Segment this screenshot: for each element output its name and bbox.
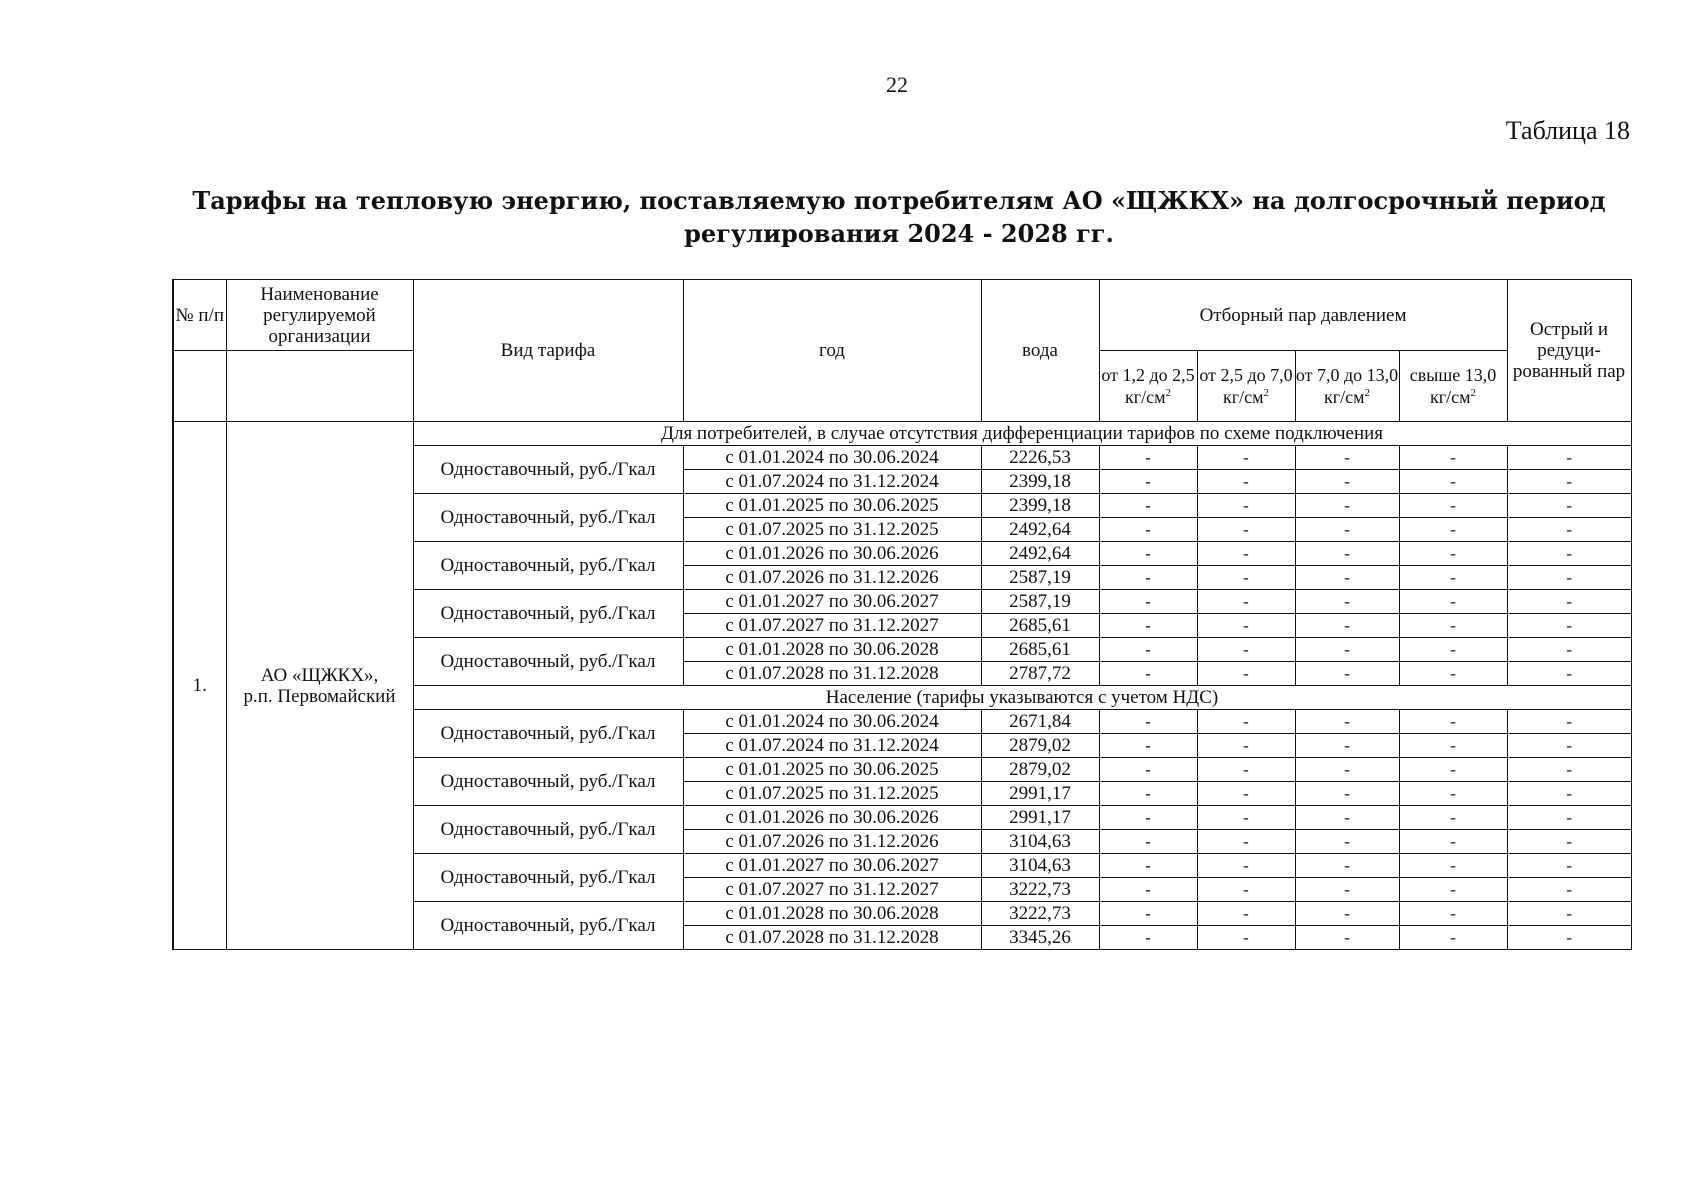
sharp-steam-cell: - <box>1507 854 1631 878</box>
org-cell-top <box>226 351 413 422</box>
steam-tariff-cell: - <box>1099 614 1197 638</box>
unit-text: кг/см <box>1222 387 1264 407</box>
header-sharp-steam: Острый и редуци-рованный пар <box>1507 280 1631 422</box>
water-tariff-cell: 2787,72 <box>981 662 1099 686</box>
organization-name-line-2: р.п. Первомайский <box>243 685 396 707</box>
tariff-type-cell: Одноставочный, руб./Гкал <box>413 902 683 950</box>
steam-tariff-cell: - <box>1197 902 1295 926</box>
steam-tariff-cell: - <box>1399 566 1507 590</box>
period-cell: с 01.07.2027 по 31.12.2027 <box>683 614 981 638</box>
water-tariff-cell: 2399,18 <box>981 494 1099 518</box>
steam-tariff-cell: - <box>1295 638 1399 662</box>
row-number: 1. <box>173 422 226 950</box>
unit-text: кг/см <box>1124 387 1166 407</box>
sharp-steam-cell: - <box>1507 734 1631 758</box>
steam-tariff-cell: - <box>1399 614 1507 638</box>
period-cell: с 01.07.2028 по 31.12.2028 <box>683 926 981 950</box>
document-title-line-2: регулирования 2024 - 2028 гг. <box>684 219 1114 248</box>
steam-tariff-cell: - <box>1399 590 1507 614</box>
sharp-steam-cell: - <box>1507 782 1631 806</box>
header-steam-4 <box>1399 351 1507 422</box>
steam-tariff-cell: - <box>1197 446 1295 470</box>
steam-tariff-cell: - <box>1197 470 1295 494</box>
header-steam-1-range: от 1,2 до 2,5 <box>1101 365 1195 385</box>
sharp-steam-cell: - <box>1507 446 1631 470</box>
steam-tariff-cell: - <box>1399 494 1507 518</box>
steam-tariff-cell: - <box>1295 806 1399 830</box>
water-tariff-cell: 2685,61 <box>981 638 1099 662</box>
sharp-steam-cell: - <box>1507 806 1631 830</box>
period-cell: с 01.07.2028 по 31.12.2028 <box>683 662 981 686</box>
steam-tariff-cell: - <box>1295 542 1399 566</box>
water-tariff-cell: 2399,18 <box>981 470 1099 494</box>
steam-tariff-cell: - <box>1295 446 1399 470</box>
tariff-table <box>172 279 1632 950</box>
steam-tariff-cell: - <box>1197 542 1295 566</box>
steam-tariff-cell: - <box>1197 494 1295 518</box>
steam-tariff-cell: - <box>1099 710 1197 734</box>
unit-superscript: 2 <box>1165 387 1171 399</box>
steam-tariff-cell: - <box>1295 590 1399 614</box>
steam-tariff-cell: - <box>1197 638 1295 662</box>
steam-tariff-cell: - <box>1099 662 1197 686</box>
table-body <box>173 422 1631 950</box>
steam-tariff-cell: - <box>1399 518 1507 542</box>
water-tariff-cell: 2226,53 <box>981 446 1099 470</box>
sharp-steam-cell: - <box>1507 638 1631 662</box>
sharp-steam-cell: - <box>1507 614 1631 638</box>
water-tariff-cell: 3222,73 <box>981 902 1099 926</box>
steam-tariff-cell: - <box>1295 566 1399 590</box>
steam-tariff-cell: - <box>1099 494 1197 518</box>
steam-tariff-cell: - <box>1295 830 1399 854</box>
steam-tariff-cell: - <box>1295 734 1399 758</box>
sharp-steam-cell: - <box>1507 518 1631 542</box>
period-cell: с 01.07.2027 по 31.12.2027 <box>683 878 981 902</box>
period-cell: с 01.01.2027 по 30.06.2027 <box>683 854 981 878</box>
steam-tariff-cell: - <box>1197 830 1295 854</box>
steam-tariff-cell: - <box>1197 806 1295 830</box>
header-year: год <box>683 280 981 422</box>
steam-tariff-cell: - <box>1295 878 1399 902</box>
steam-tariff-cell: - <box>1399 734 1507 758</box>
section-row <box>173 422 1631 446</box>
tariff-type-cell: Одноставочный, руб./Гкал <box>413 590 683 638</box>
tariff-type-cell: Одноставочный, руб./Гкал <box>413 638 683 686</box>
steam-tariff-cell: - <box>1295 494 1399 518</box>
document-title-line-1: Тарифы на тепловую энергию, поставляемую потребителям АО «ЩЖКХ» на долгосрочный период <box>192 186 1606 215</box>
steam-tariff-cell: - <box>1197 734 1295 758</box>
period-cell: с 01.01.2026 по 30.06.2026 <box>683 542 981 566</box>
water-tariff-cell: 3104,63 <box>981 854 1099 878</box>
sharp-steam-cell: - <box>1507 662 1631 686</box>
tariff-type-cell: Одноставочный, руб./Гкал <box>413 542 683 590</box>
steam-tariff-cell: - <box>1197 710 1295 734</box>
steam-tariff-cell: - <box>1399 878 1507 902</box>
header-org: Наименование регулируемой организации <box>226 280 413 351</box>
header-steam-4-unit <box>1400 386 1507 408</box>
steam-tariff-cell: - <box>1099 542 1197 566</box>
steam-tariff-cell: - <box>1399 758 1507 782</box>
sharp-steam-cell: - <box>1507 878 1631 902</box>
period-cell: с 01.01.2025 по 30.06.2025 <box>683 758 981 782</box>
steam-tariff-cell: - <box>1399 830 1507 854</box>
water-tariff-cell: 2587,19 <box>981 566 1099 590</box>
steam-tariff-cell: - <box>1399 662 1507 686</box>
water-tariff-cell: 2991,17 <box>981 806 1099 830</box>
period-cell: с 01.01.2028 по 30.06.2028 <box>683 902 981 926</box>
steam-tariff-cell: - <box>1197 878 1295 902</box>
period-cell: с 01.07.2026 по 31.12.2026 <box>683 830 981 854</box>
steam-tariff-cell: - <box>1099 734 1197 758</box>
header-steam-1-unit <box>1100 386 1197 408</box>
section-title: Население (тарифы указываются с учетом НДС) <box>413 686 1631 710</box>
water-tariff-cell: 2685,61 <box>981 614 1099 638</box>
document-title <box>172 184 1626 250</box>
steam-tariff-cell: - <box>1295 758 1399 782</box>
header-num: № п/п <box>173 280 226 351</box>
page-number: 22 <box>886 72 908 97</box>
water-tariff-cell: 2671,84 <box>981 710 1099 734</box>
steam-tariff-cell: - <box>1295 854 1399 878</box>
header-steam-2-range: от 2,5 до 7,0 <box>1199 365 1293 385</box>
period-cell: с 01.07.2024 по 31.12.2024 <box>683 734 981 758</box>
steam-tariff-cell: - <box>1099 446 1197 470</box>
period-cell: с 01.01.2024 по 30.06.2024 <box>683 446 981 470</box>
steam-tariff-cell: - <box>1399 446 1507 470</box>
unit-superscript: 2 <box>1263 387 1269 399</box>
sharp-steam-cell: - <box>1507 542 1631 566</box>
period-cell: с 01.01.2024 по 30.06.2024 <box>683 710 981 734</box>
water-tariff-cell: 2587,19 <box>981 590 1099 614</box>
steam-tariff-cell: - <box>1099 566 1197 590</box>
tariff-type-cell: Одноставочный, руб./Гкал <box>413 758 683 806</box>
steam-tariff-cell: - <box>1099 470 1197 494</box>
steam-tariff-cell: - <box>1099 518 1197 542</box>
header-steam-3 <box>1295 351 1399 422</box>
steam-tariff-cell: - <box>1099 830 1197 854</box>
unit-text: кг/см <box>1323 387 1365 407</box>
steam-tariff-cell: - <box>1197 782 1295 806</box>
steam-tariff-cell: - <box>1099 926 1197 950</box>
steam-tariff-cell: - <box>1099 782 1197 806</box>
water-tariff-cell: 3222,73 <box>981 878 1099 902</box>
tariff-type-cell: Одноставочный, руб./Гкал <box>413 806 683 854</box>
steam-tariff-cell: - <box>1197 590 1295 614</box>
water-tariff-cell: 2492,64 <box>981 518 1099 542</box>
sharp-steam-cell: - <box>1507 902 1631 926</box>
period-cell: с 01.01.2025 по 30.06.2025 <box>683 494 981 518</box>
steam-tariff-cell: - <box>1295 782 1399 806</box>
water-tariff-cell: 3104,63 <box>981 830 1099 854</box>
steam-tariff-cell: - <box>1399 854 1507 878</box>
steam-tariff-cell: - <box>1197 518 1295 542</box>
steam-tariff-cell: - <box>1295 470 1399 494</box>
unit-text: кг/см <box>1430 387 1471 407</box>
tariff-type-cell: Одноставочный, руб./Гкал <box>413 854 683 902</box>
organization-name-line-1: АО «ЩЖКХ», <box>260 664 379 686</box>
sharp-steam-cell: - <box>1507 710 1631 734</box>
sharp-steam-cell: - <box>1507 566 1631 590</box>
sharp-steam-cell: - <box>1507 830 1631 854</box>
steam-tariff-cell: - <box>1399 710 1507 734</box>
period-cell: с 01.01.2028 по 30.06.2028 <box>683 638 981 662</box>
period-cell: с 01.07.2025 по 31.12.2025 <box>683 782 981 806</box>
steam-tariff-cell: - <box>1295 902 1399 926</box>
steam-tariff-cell: - <box>1099 590 1197 614</box>
header-steam-3-range: от 7,0 до 13,0 <box>1295 365 1399 385</box>
header-tariff-type: Вид тарифа <box>413 280 683 422</box>
steam-tariff-cell: - <box>1197 854 1295 878</box>
tariff-type-cell: Одноставочный, руб./Гкал <box>413 446 683 494</box>
tariff-type-cell: Одноставочный, руб./Гкал <box>413 494 683 542</box>
tariff-type-cell: Одноставочный, руб./Гкал <box>413 710 683 758</box>
steam-tariff-cell: - <box>1295 926 1399 950</box>
sharp-steam-cell: - <box>1507 470 1631 494</box>
steam-tariff-cell: - <box>1295 662 1399 686</box>
steam-tariff-cell: - <box>1399 902 1507 926</box>
period-cell: с 01.01.2027 по 30.06.2027 <box>683 590 981 614</box>
water-tariff-cell: 2492,64 <box>981 542 1099 566</box>
steam-tariff-cell: - <box>1399 926 1507 950</box>
header-steam-2-unit <box>1198 386 1295 408</box>
header-steam-2 <box>1197 351 1295 422</box>
steam-tariff-cell: - <box>1295 710 1399 734</box>
water-tariff-cell: 2991,17 <box>981 782 1099 806</box>
table-caption: Таблица 18 <box>1505 116 1630 145</box>
steam-tariff-cell: - <box>1099 638 1197 662</box>
sharp-steam-cell: - <box>1507 590 1631 614</box>
steam-tariff-cell: - <box>1197 926 1295 950</box>
water-tariff-cell: 3345,26 <box>981 926 1099 950</box>
header-steam-group: Отборный пар давлением <box>1099 280 1507 351</box>
steam-tariff-cell: - <box>1197 614 1295 638</box>
sharp-steam-cell: - <box>1507 926 1631 950</box>
steam-tariff-cell: - <box>1197 758 1295 782</box>
header-steam-1 <box>1099 351 1197 422</box>
steam-tariff-cell: - <box>1399 470 1507 494</box>
steam-tariff-cell: - <box>1099 854 1197 878</box>
period-cell: с 01.07.2026 по 31.12.2026 <box>683 566 981 590</box>
steam-tariff-cell: - <box>1197 662 1295 686</box>
steam-tariff-cell: - <box>1099 902 1197 926</box>
header-steam-3-unit <box>1296 386 1399 408</box>
period-cell: с 01.07.2025 по 31.12.2025 <box>683 518 981 542</box>
steam-tariff-cell: - <box>1099 878 1197 902</box>
water-tariff-cell: 2879,02 <box>981 734 1099 758</box>
steam-tariff-cell: - <box>1399 806 1507 830</box>
steam-tariff-cell: - <box>1099 758 1197 782</box>
steam-tariff-cell: - <box>1399 782 1507 806</box>
steam-tariff-cell: - <box>1099 806 1197 830</box>
steam-tariff-cell: - <box>1295 518 1399 542</box>
steam-tariff-cell: - <box>1197 566 1295 590</box>
section-title: Для потребителей, в случае отсутствия дифференциации тарифов по схеме подключения <box>413 422 1631 446</box>
period-cell: с 01.01.2026 по 30.06.2026 <box>683 806 981 830</box>
row-number-top <box>173 351 226 422</box>
steam-tariff-cell: - <box>1295 614 1399 638</box>
period-cell: с 01.07.2024 по 31.12.2024 <box>683 470 981 494</box>
organization-name <box>226 422 413 950</box>
sharp-steam-cell: - <box>1507 758 1631 782</box>
steam-tariff-cell: - <box>1399 542 1507 566</box>
header-water: вода <box>981 280 1099 422</box>
steam-tariff-cell: - <box>1399 638 1507 662</box>
water-tariff-cell: 2879,02 <box>981 758 1099 782</box>
header-steam-4-range: свыше 13,0 <box>1409 365 1497 385</box>
unit-superscript: 2 <box>1470 387 1477 399</box>
sharp-steam-cell: - <box>1507 494 1631 518</box>
unit-superscript: 2 <box>1364 387 1370 399</box>
